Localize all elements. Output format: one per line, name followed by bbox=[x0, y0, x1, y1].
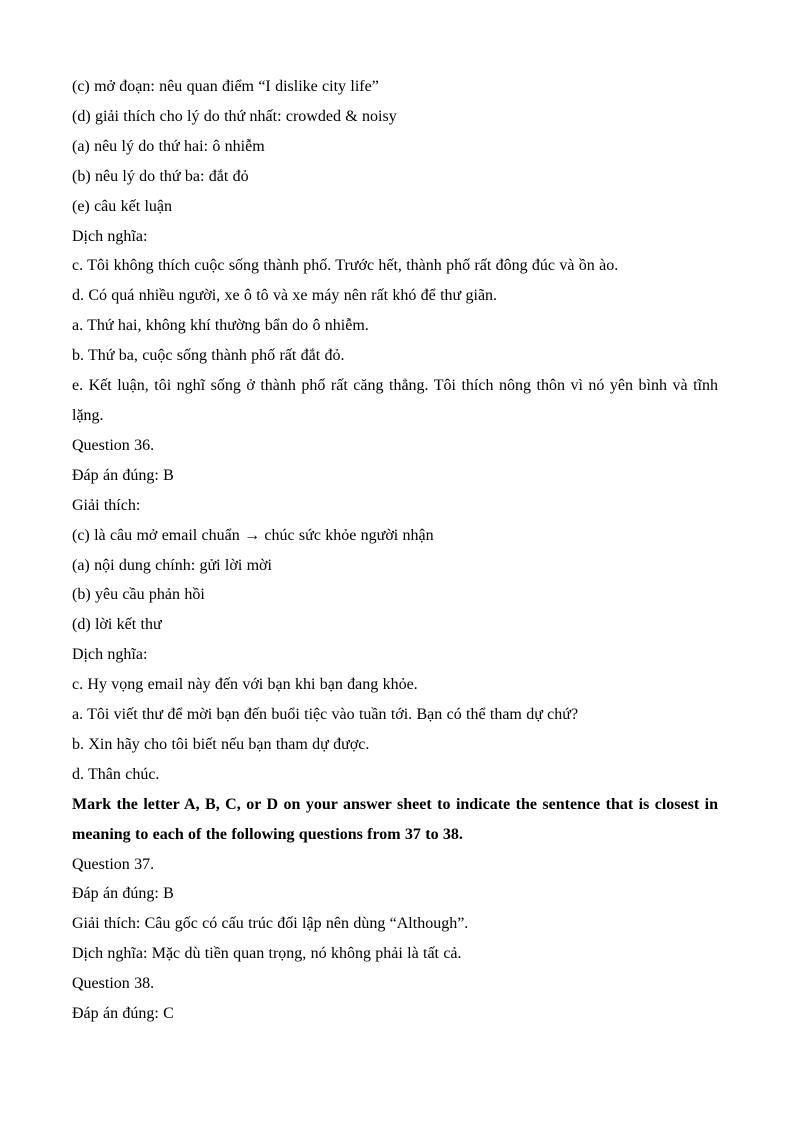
answer-line: Question 38. bbox=[72, 975, 155, 993]
answer-line: b. Xin hãy cho tôi biết nếu bạn tham dự được. bbox=[72, 735, 370, 753]
answer-line: Dịch nghĩa: bbox=[72, 646, 148, 664]
answer-line: Đáp án đúng: C bbox=[72, 1005, 174, 1023]
answer-line: d. Có quá nhiều người, xe ô tô và xe máy nên rất khó để thư giãn. bbox=[72, 287, 498, 305]
answer-line: Dịch nghĩa: bbox=[72, 227, 148, 245]
answer-line: e. Kết luận, tôi nghĩ sống ở thành phố rất căng thẳng. Tôi thích nông thôn vì nó yên bình và tĩnh lặng. bbox=[72, 377, 718, 424]
answer-line: b. Thứ ba, cuộc sống thành phố rất đắt đỏ. bbox=[72, 347, 345, 365]
answer-line: Question 37. bbox=[72, 855, 155, 873]
answer-line: Giải thích: Câu gốc có cấu trúc đối lập nên dùng “Although”. bbox=[72, 915, 469, 933]
answer-line: (e) câu kết luận bbox=[72, 197, 173, 215]
instruction-paragraph: Mark the letter A, B, C, or D on your answer sheet to indicate the sentence that is closest in meaning to each of the following questions from 37 to 38. bbox=[72, 795, 718, 843]
answer-line: c. Tôi không thích cuộc sống thành phố. Trước hết, thành phố rất đông đúc và ồn ào. bbox=[72, 257, 619, 275]
answer-line: (b) yêu cầu phản hồi bbox=[72, 586, 205, 604]
answer-line: Question 36. bbox=[72, 436, 155, 454]
answer-line: (a) nêu lý do thứ hai: ô nhiễm bbox=[72, 137, 265, 155]
answer-line: d. Thân chúc. bbox=[72, 765, 160, 783]
answer-line: (d) giải thích cho lý do thứ nhất: crowded & noisy bbox=[72, 107, 397, 125]
document-body bbox=[72, 72, 718, 1029]
answer-line: Giải thích: bbox=[72, 496, 141, 514]
answer-line: (c) mở đoạn: nêu quan điểm “I dislike city life” bbox=[72, 78, 379, 95]
answer-line: Dịch nghĩa: Mặc dù tiền quan trọng, nó không phải là tất cả. bbox=[72, 945, 462, 963]
answer-line: c. Hy vọng email này đến với bạn khi bạn đang khỏe. bbox=[72, 676, 418, 694]
answer-line: (a) nội dung chính: gửi lời mời bbox=[72, 556, 272, 574]
answer-line: (c) là câu mở email chuẩn → chúc sức khỏe người nhận bbox=[72, 526, 434, 544]
answer-line: (d) lời kết thư bbox=[72, 616, 162, 634]
answer-line: (b) nêu lý do thứ ba: đắt đỏ bbox=[72, 167, 249, 185]
answer-line: Đáp án đúng: B bbox=[72, 885, 174, 903]
answer-line: a. Tôi viết thư để mời bạn đến buổi tiệc vào tuần tới. Bạn có thể tham dự chứ? bbox=[72, 706, 579, 724]
answer-line: Đáp án đúng: B bbox=[72, 466, 174, 484]
answer-line: a. Thứ hai, không khí thường bẩn do ô nhiễm. bbox=[72, 317, 369, 335]
